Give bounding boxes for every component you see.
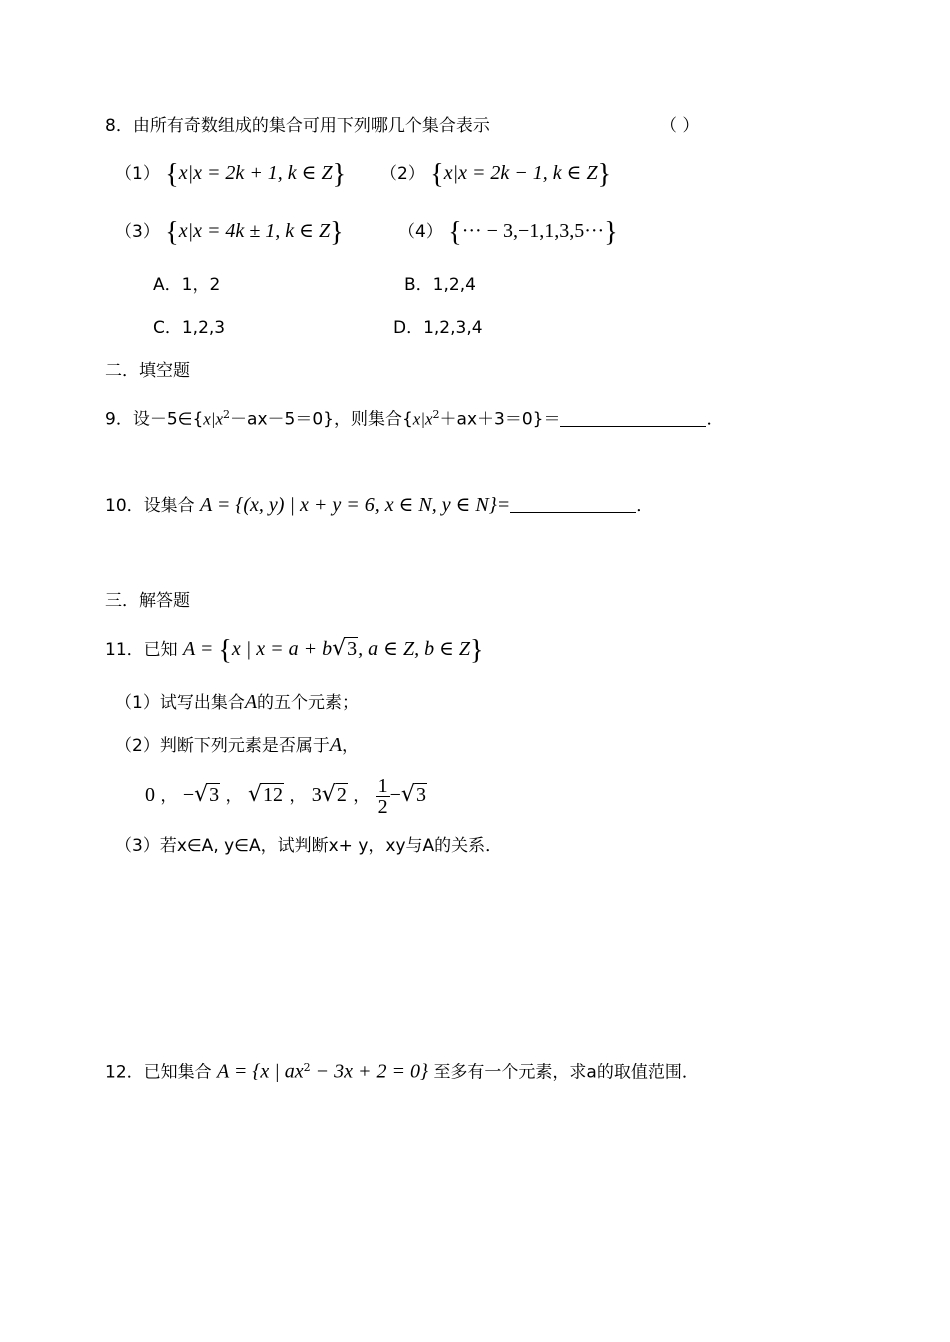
q8-option-4-label: （4）	[398, 222, 443, 242]
q11-elem4-den: 2	[377, 796, 388, 818]
q9-exp2: 2	[432, 408, 440, 421]
q12-math: A = {x | ax	[217, 1060, 304, 1083]
q12-suffix: 至多有一个元素，求a的取值范围．	[433, 1062, 699, 1083]
q11-elem3-sqrt: √2	[321, 782, 347, 807]
q11-elem4-sqrt: √3	[400, 782, 426, 807]
q11-comma: ，	[160, 786, 178, 806]
q11-elem1-sign: −	[182, 784, 195, 806]
q9-expr4: ＋ax＋3＝0}＝	[439, 409, 561, 430]
q9-prefix: 9．设－5∈{	[105, 409, 204, 430]
q11-elem2-sqrt: √12	[247, 782, 283, 807]
q11-sqrt-value: 3	[347, 638, 358, 660]
q11-elem-0: 0	[145, 784, 155, 806]
q12-prefix: 12．已知集合	[105, 1062, 212, 1083]
q9-line	[105, 405, 723, 430]
section-answer-title: 三．解答题	[105, 591, 190, 611]
q10-line	[105, 495, 653, 516]
q8-option-3: （3） {x|x = 4k ± 1, k ∈ Z}	[115, 217, 344, 248]
q11-line: 11．已知 A = {x | x = a + b√3, a ∈ Z, b ∈ Z}	[105, 635, 484, 666]
q9-expr1: x|x	[203, 409, 224, 429]
q11-sub3: （3）若x∈A, y∈A，试判断x+ y，xy与A的关系．	[115, 836, 503, 856]
q11-sub2-tail: ，	[342, 736, 360, 756]
q10-suffix: ．	[636, 496, 654, 516]
q12-exp: 2	[303, 1061, 311, 1074]
q11-sub2	[115, 735, 359, 756]
q11-comma: ，	[289, 786, 307, 806]
q8-option-4: （4） {··· − 3,−1,1,3,5···}	[398, 217, 618, 248]
q11-math-tail: , a ∈ Z, b ∈ Z	[358, 638, 470, 660]
q10-prefix: 10．设集合	[105, 496, 195, 516]
q11-comma: ，	[353, 786, 371, 806]
q11-elem1-rad: 3	[209, 784, 220, 806]
q8-option-1-math: x|x = 2k + 1, k ∈ Z	[178, 162, 333, 184]
q9-suffix: ．	[706, 409, 724, 430]
q8-option-4-math: ··· − 3,−1,1,3,5···	[461, 220, 605, 242]
q8-option-3-math: x|x = 4k ± 1, k ∈ Z	[178, 220, 331, 242]
q8-choice-d: D．1,2,3,4	[393, 318, 483, 338]
q8-option-3-label: （3）	[115, 222, 160, 242]
q12-math-tail: − 3x + 2 = 0}	[310, 1060, 429, 1083]
q9-expr2: －ax－5＝0}，则集合{	[230, 409, 413, 430]
q8-option-2: （2） {x|x = 2k − 1, k ∈ Z}	[380, 159, 612, 190]
q8-option-1-label: （1）	[115, 164, 160, 184]
q8-choice-b: B．1,2,4	[404, 275, 476, 295]
q11-elem4-num: 1	[377, 775, 388, 797]
q11-elem4-fraction	[376, 776, 390, 817]
q11-sub1	[115, 692, 359, 713]
q11-elem2-rad: 12	[262, 784, 283, 806]
q10-math: A = {(x, y) | x + y = 6, x ∈ N, y ∈ N}=	[200, 494, 511, 516]
q11-sqrt: √3	[332, 636, 358, 661]
q8-option-1: （1） {x|x = 2k + 1, k ∈ Z}	[115, 159, 347, 190]
q11-elem1-sqrt: √3	[194, 782, 220, 807]
q8-option-2-label: （2）	[380, 164, 425, 184]
q8-stem: 8．由所有奇数组成的集合可用下列哪几个集合表示	[105, 116, 490, 136]
q11-elem4-sign: −	[389, 784, 401, 806]
q11-comma: ，	[225, 786, 243, 806]
q11-elem3-rad: 2	[336, 784, 347, 806]
q8-choice-c: C．1,2,3	[153, 318, 226, 338]
q8-choice-a: A．1，2	[153, 275, 221, 295]
q11-sub1-var: A	[244, 691, 258, 713]
section-fill-in-title: 二．填空题	[105, 361, 190, 381]
q11-elem3-coef: 3	[311, 784, 322, 806]
q11-elements	[145, 776, 427, 817]
q11-sub1-tail: 的五个元素；	[257, 693, 360, 713]
q11-sub2-text: （2）判断下列元素是否属于	[115, 736, 330, 756]
q11-math-body: x | x = a + b	[231, 638, 333, 660]
q12-line	[105, 1058, 699, 1083]
q11-sub1-text: （1）试写出集合	[115, 693, 245, 713]
q11-sub2-var: A	[329, 734, 343, 756]
q11-prefix: 11．已知	[105, 640, 178, 660]
q10-answer-blank[interactable]	[510, 496, 636, 513]
q8-answer-paren: （ ）	[660, 116, 700, 136]
q11-elem4-rad: 3	[415, 784, 426, 806]
q9-exp1: 2	[223, 408, 231, 421]
q8-option-2-math: x|x = 2k − 1, k ∈ Z	[443, 162, 598, 184]
q9-expr3: x|x	[412, 409, 433, 429]
q9-answer-blank[interactable]	[560, 410, 706, 427]
q11-math-a: A =	[183, 638, 219, 660]
